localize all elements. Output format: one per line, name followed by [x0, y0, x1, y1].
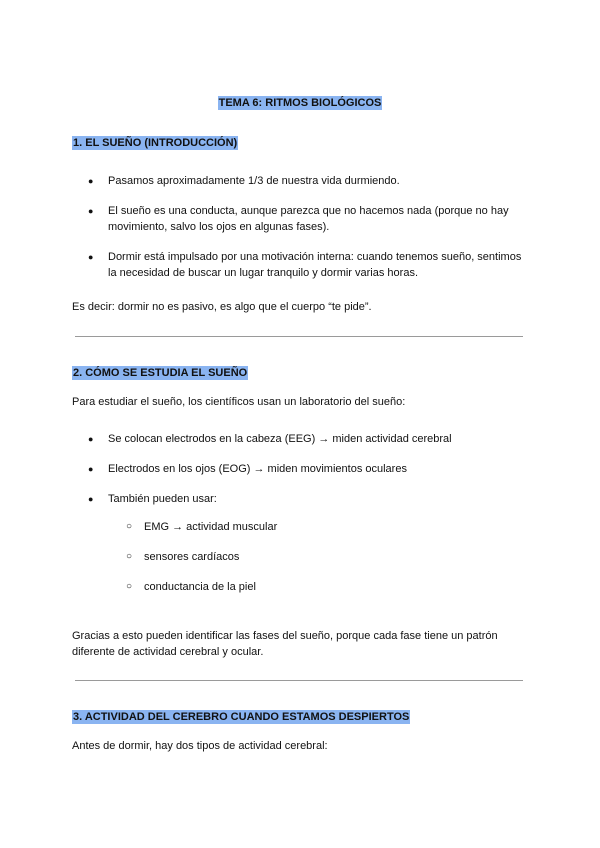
list-item: ● Se colocan electrodos en la cabeza (EEG) → miden actividad cerebral: [72, 431, 532, 447]
section-1-bullet-list: [72, 173, 532, 281]
list-item: ● También pueden usar:: [72, 491, 532, 507]
divider: [75, 336, 523, 337]
section-2-heading: [72, 365, 248, 381]
divider: [75, 680, 523, 681]
document-title: [0, 95, 600, 111]
title-highlight: TEMA 6: RITMOS BIOLÓGICOS: [218, 97, 382, 109]
section-1-closing: Es decir: dormir no es pasivo, es algo que el cuerpo “te pide”.: [72, 301, 372, 313]
section-3-heading-text: 3. ACTIVIDAD DEL CEREBRO CUANDO ESTAMOS DESPIERTOS: [73, 711, 410, 723]
list-item: ● Electrodos en los ojos (EOG) → miden movimientos oculares: [72, 461, 532, 477]
list-item: ● Pasamos aproximadamente 1/3 de nuestra vida durmiendo.: [72, 173, 532, 189]
section-2-heading-text: 2. CÓMO SE ESTUDIA EL SUEÑO: [73, 367, 248, 379]
list-item: ○ EMG → actividad muscular: [108, 519, 528, 535]
section-1-heading-text: 1. EL SUEÑO (INTRODUCCIÓN): [73, 137, 238, 149]
list-item: ● Dormir está impulsado por una motivación interna: cuando tenemos sueño, sentimos la necesidad de buscar un lugar tranquilo y dormir varias horas.: [72, 249, 532, 281]
section-2-closing: Gracias a esto pueden identificar las fases del sueño, porque cada fase tiene un patrón diferente de actividad cerebral y ocular.: [72, 630, 498, 658]
section-3-intro: Antes de dormir, hay dos tipos de actividad cerebral:: [72, 740, 328, 752]
list-item: ○ sensores cardíacos: [108, 549, 528, 565]
section-1-heading: [72, 135, 238, 151]
list-item: ○ conductancia de la piel: [108, 579, 528, 595]
section-2-bullet-list: [72, 431, 532, 507]
section-2-sub-list: [108, 519, 528, 595]
section-3-heading: [72, 709, 410, 725]
list-item: ● El sueño es una conducta, aunque parezca que no hacemos nada (porque no hay movimiento, salvo los ojos en algunas fases).: [72, 203, 532, 235]
section-2-intro: Para estudiar el sueño, los científicos usan un laboratorio del sueño:: [72, 396, 406, 408]
